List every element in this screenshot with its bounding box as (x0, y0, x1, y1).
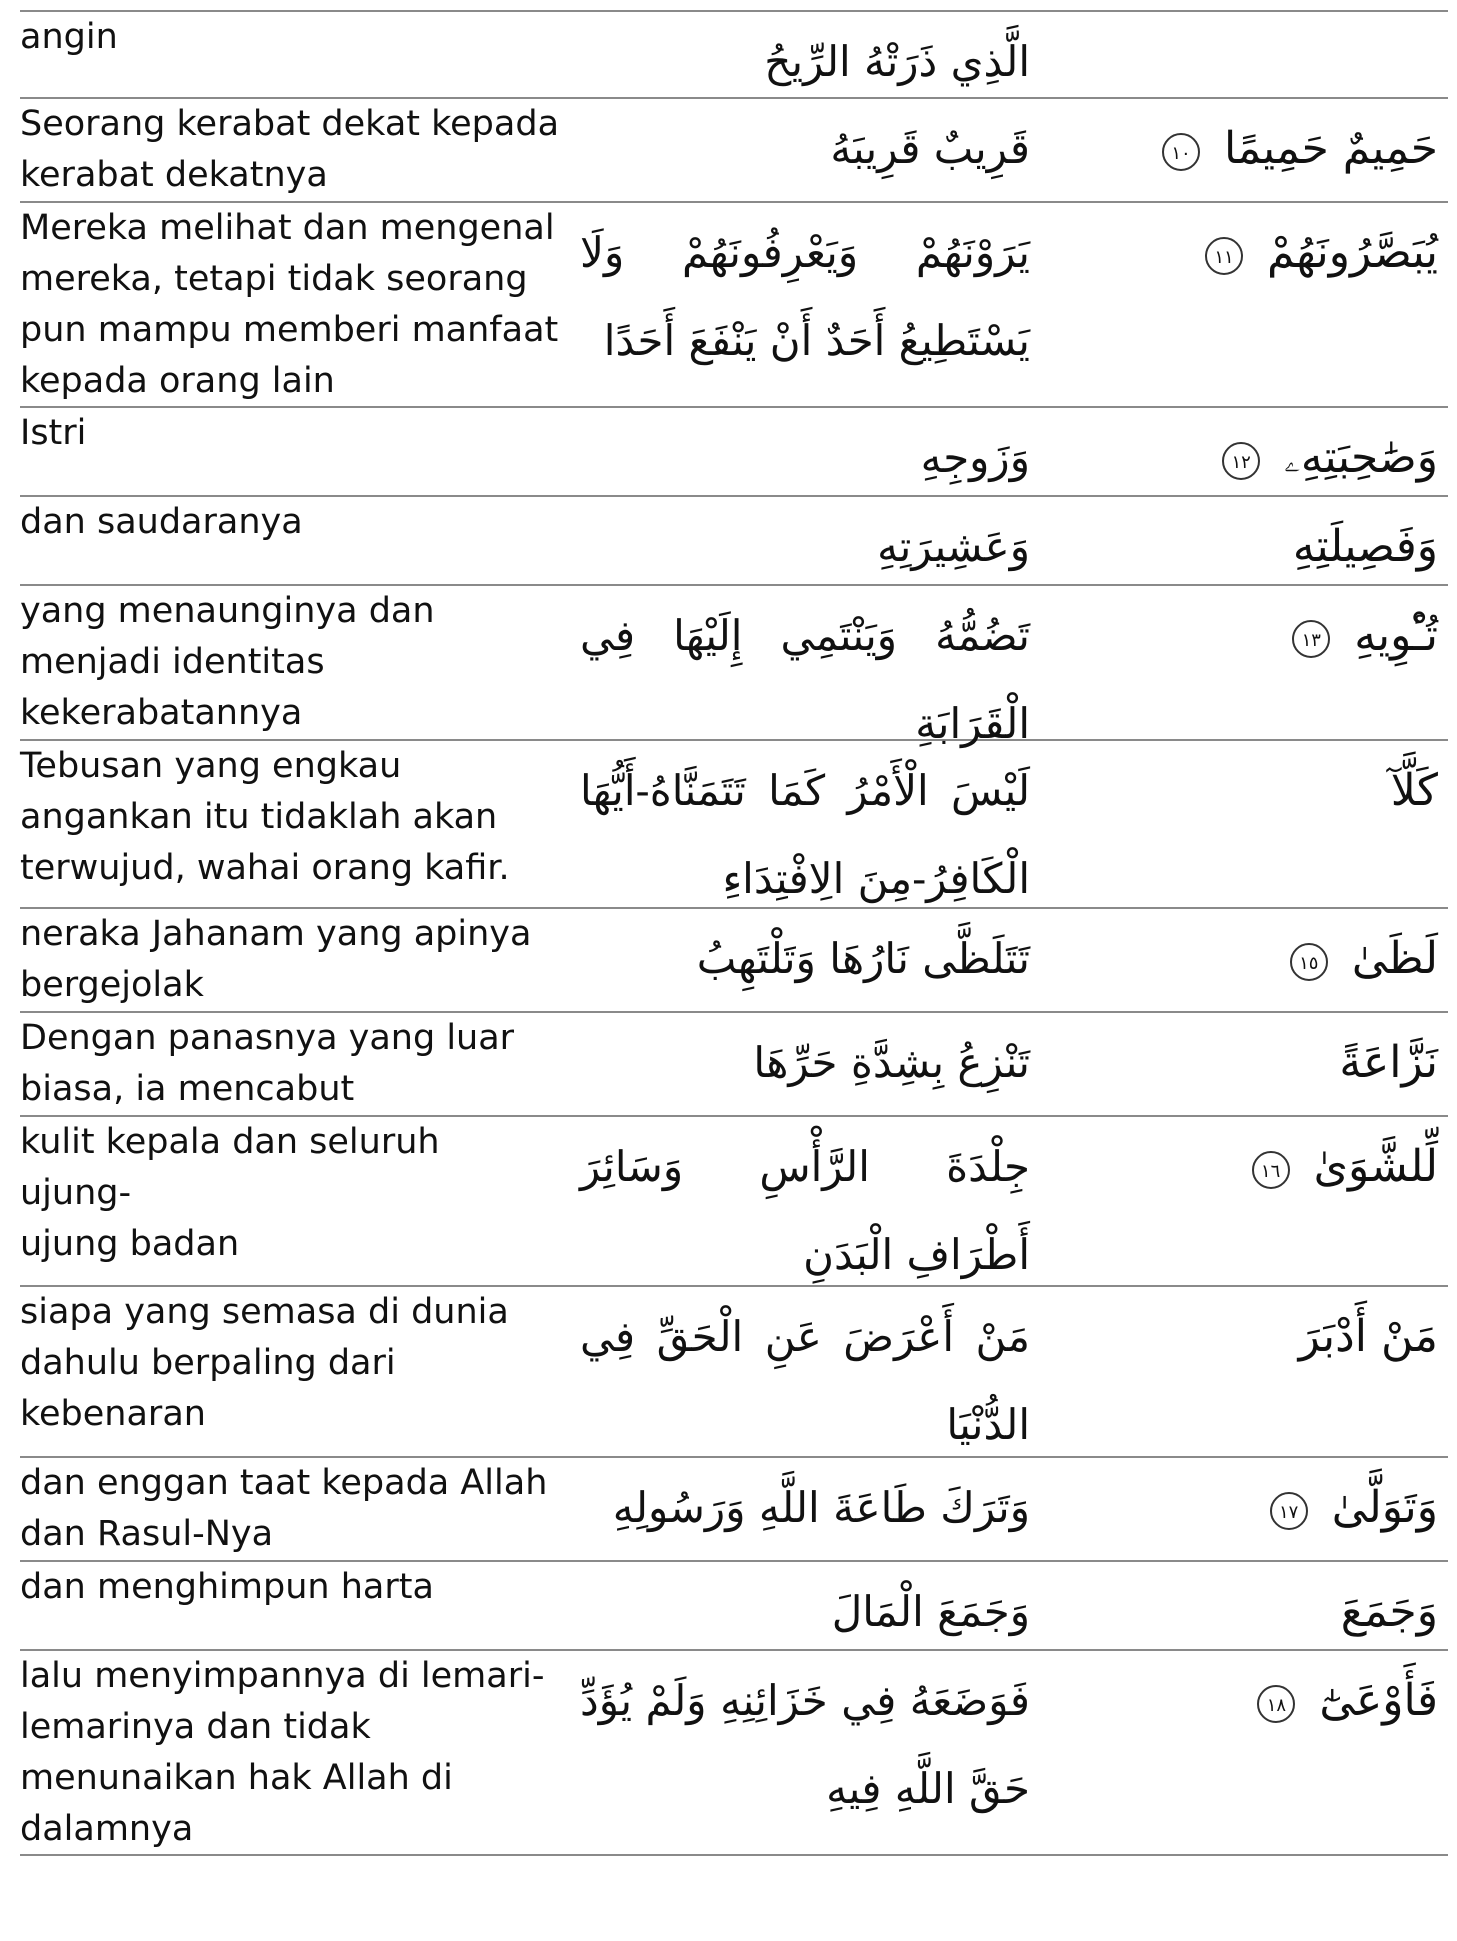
meaning-text: kulit kepala dan seluruh ujung- ujung badan (20, 1122, 440, 1264)
ayah-text: وَتَوَلَّىٰ (1331, 1482, 1438, 1533)
meaning-text: dan menghimpun harta (20, 1567, 434, 1607)
table-row (20, 99, 1448, 203)
ayah-cell (1078, 1657, 1438, 1745)
meaning-text: angin (20, 17, 118, 57)
table-row (20, 909, 1448, 1013)
tafsir-text: تَتَلَظَّى نَارُهَا وَتَلْتَهِبُ (696, 934, 1030, 983)
ayah-text: حَمِيمٌ حَمِيمًا (1224, 123, 1438, 174)
ayah-text: مَنْ أَدْبَرَ (1298, 1311, 1438, 1362)
ayah-cell (1078, 915, 1438, 1003)
ayah-cell (1078, 747, 1438, 835)
table-row (20, 12, 1448, 99)
ayah-text: نَزَّاعَةً (1339, 1037, 1438, 1088)
ayah-cell (1078, 592, 1438, 680)
ayah-number-badge: ١٧ (1270, 1492, 1308, 1530)
meaning-text: Istri (20, 413, 87, 453)
tafsir-text: تَضُمُّهُ وَيَنْتَمِي إِلَيْهَا فِي الْقَرَابَةِ (580, 611, 1030, 748)
meaning-text: yang menaunginya dan menjadi identitas kekerabatannya (20, 591, 435, 733)
table-row (20, 586, 1448, 748)
tafsir-text: وَعَشِيرَتِهِ (877, 522, 1030, 571)
ayah-text: لِّلشَّوَىٰ (1313, 1141, 1438, 1192)
ayah-number-badge: ١٥ (1290, 943, 1328, 981)
meaning-text: Seorang kerabat dekat kepada kerabat dekatnya (20, 104, 560, 195)
ayah-text: وَجَمَعَ (1340, 1586, 1438, 1637)
table-row (20, 408, 1448, 497)
table-row (20, 1458, 1448, 1562)
ayah-number-badge: ١٦ (1252, 1151, 1290, 1189)
ayah-cell (1078, 414, 1438, 502)
ayah-cell (1078, 1293, 1438, 1381)
ayah-text: تُـْٔوِيهِ (1354, 610, 1438, 661)
ayah-text: وَصَٰحِبَتِهِۦ (1284, 432, 1438, 483)
tafsir-text: جِلْدَةَ الرَّأْسِ وَسَائِرَ أَطْرَافِ الْبَدَنِ (580, 1142, 1030, 1279)
tafsir-text: لَيْسَ الْأَمْرُ كَمَا تَتَمَنَّاهُ-أَيُّهَا الْكَافِرُ-مِنَ الِافْتِدَاءِ (580, 766, 1030, 903)
meaning-text: Dengan panasnya yang luar biasa, ia mencabut (20, 1018, 515, 1109)
ayah-number-badge: ١١ (1205, 237, 1243, 275)
table-row (20, 1651, 1448, 1856)
ayah-cell (1078, 1464, 1438, 1552)
ayah-cell (1078, 209, 1438, 297)
ayah-cell (1078, 1123, 1438, 1211)
ayah-number-badge: ١٢ (1222, 442, 1260, 480)
ayah-cell (1078, 503, 1438, 591)
tafsir-text: وَجَمَعَ الْمَالَ (831, 1587, 1030, 1636)
tafsir-text: تَنْزِعُ بِشِدَّةِ حَرِّهَا (753, 1038, 1030, 1087)
table-row (20, 1117, 1448, 1287)
ayah-text: يُبَصَّرُونَهُمْ (1266, 227, 1438, 278)
tafsir-text: مَنْ أَعْرَضَ عَنِ الْحَقِّ فِي الدُّنْيَا (580, 1312, 1030, 1449)
table-row (20, 741, 1448, 909)
ayah-text: كَلَّآ (1390, 765, 1438, 816)
meaning-text: Mereka melihat dan mengenal mereka, tetapi tidak seorang pun mampu memberi manfaat kepada orang lain (20, 208, 559, 401)
ayah-cell (1078, 105, 1438, 193)
meaning-text: dan enggan taat kepada Allah dan Rasul-Nya (20, 1463, 548, 1554)
glossary-table (20, 10, 1448, 1856)
meaning-text: dan saudaranya (20, 502, 303, 542)
ayah-cell (1078, 1019, 1438, 1107)
meaning-text: neraka Jahanam yang apinya bergejolak (20, 914, 532, 1005)
ayah-number-badge: ١٨ (1257, 1685, 1295, 1723)
tafsir-text: يَرَوْنَهُمْ وَيَعْرِفُونَهُمْ وَلَا يَسْتَطِيعُ أَحَدٌ أَنْ يَنْفَعَ أَحَدًا (580, 228, 1030, 365)
ayah-text: وَفَصِيلَتِهِ (1292, 521, 1438, 572)
ayah-number-badge: ١٣ (1292, 620, 1330, 658)
ayah-text: فَأَوْعَىٰٓ (1319, 1675, 1438, 1726)
meaning-text: siapa yang semasa di dunia dahulu berpaling dari kebenaran (20, 1292, 509, 1434)
meaning-text: lalu menyimpannya di lemari- lemarinya dan tidak menunaikan hak Allah di dalamnya (20, 1656, 545, 1849)
table-row (20, 497, 1448, 586)
meaning-text: Tebusan yang engkau angankan itu tidaklah akan terwujud, wahai orang kafir. (20, 746, 510, 888)
ayah-text: لَظَىٰ (1351, 933, 1438, 984)
tafsir-text: قَرِيبٌ قَرِيبَهُ (830, 124, 1030, 173)
tafsir-text: فَوَضَعَهُ فِي خَزَائِنِهِ وَلَمْ يُؤَدِّ حَقَّ اللَّهِ فِيهِ (580, 1676, 1030, 1813)
ayah-number-badge: ١٠ (1162, 133, 1200, 171)
ayah-cell (1078, 1568, 1438, 1656)
table-row (20, 1013, 1448, 1117)
table-row (20, 1287, 1448, 1458)
table-row (20, 1562, 1448, 1651)
tafsir-text: وَزَوجِهِ (920, 433, 1030, 482)
tafsir-text: وَتَرَكَ طَاعَةَ اللَّهِ وَرَسُولِهِ (612, 1483, 1030, 1532)
tafsir-text: الَّذِي ذَرَتْهُ الرِّيحُ (764, 37, 1030, 86)
table-row (20, 203, 1448, 408)
